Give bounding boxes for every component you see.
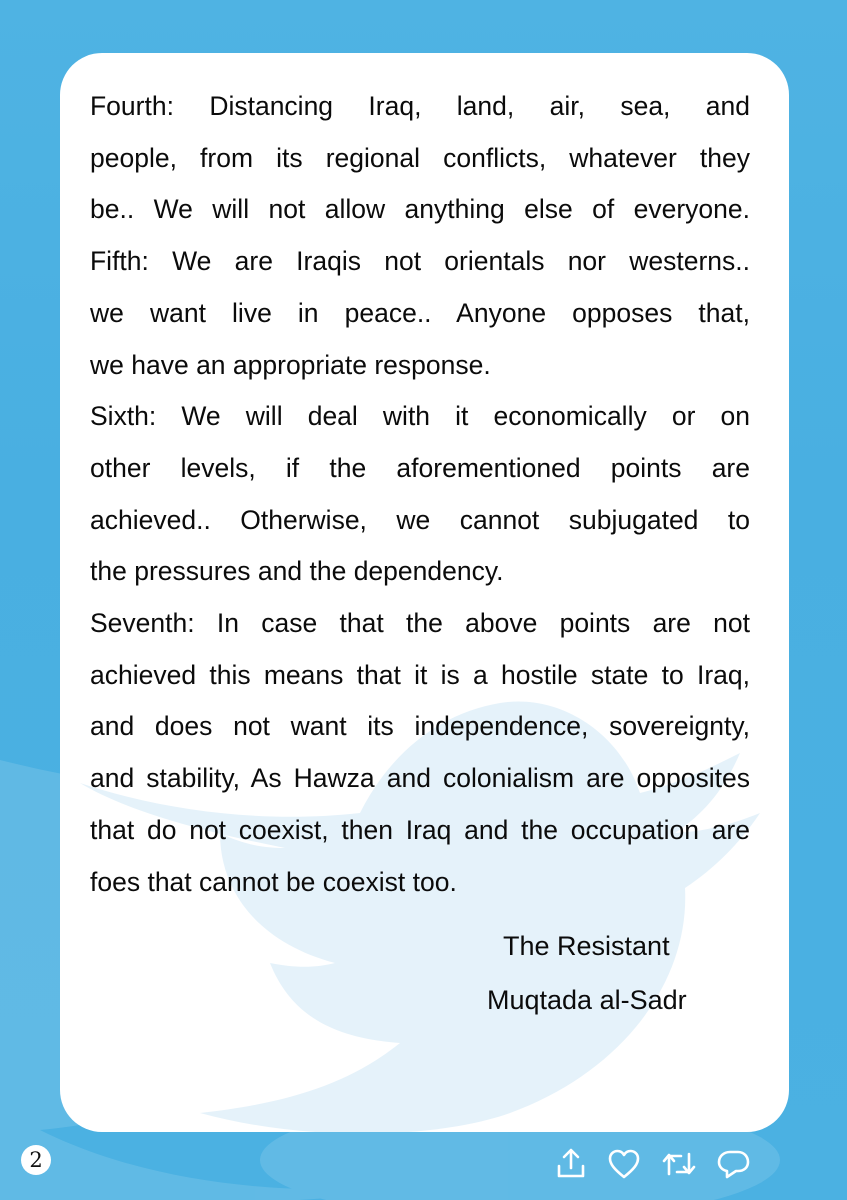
post-line: Seventh: In case that the above points are not bbox=[90, 608, 750, 639]
post-line: we want live in peace.. Anyone opposes that, bbox=[90, 297, 750, 328]
post-line: achieved.. Otherwise, we cannot subjugated to bbox=[90, 504, 750, 535]
post-line: be.. We will not allow anything else of everyone. bbox=[90, 194, 750, 225]
share-icon bbox=[553, 1146, 589, 1182]
retweet-button[interactable] bbox=[661, 1146, 697, 1182]
share-button[interactable] bbox=[553, 1146, 589, 1182]
post-card bbox=[60, 53, 789, 1132]
post-line: other levels, if the aforementioned points are bbox=[90, 452, 750, 483]
post-line: that do not coexist, then Iraq and the occupation are bbox=[90, 814, 750, 845]
signature-title: The Resistant bbox=[503, 931, 670, 961]
reply-icon bbox=[716, 1146, 752, 1182]
like-button[interactable] bbox=[606, 1146, 642, 1182]
reply-button[interactable] bbox=[716, 1146, 752, 1182]
post-actions bbox=[553, 1146, 763, 1184]
post-line: achieved this means that it is a hostile state to Iraq, bbox=[90, 659, 750, 690]
post-body bbox=[90, 81, 750, 908]
signature-name: Muqtada al-Sadr bbox=[487, 985, 687, 1015]
post-line: Fourth: Distancing Iraq, land, air, sea, and bbox=[90, 91, 750, 121]
heart-icon bbox=[606, 1146, 642, 1182]
post-line: Fifth: We are Iraqis not orientals nor westerns.. bbox=[90, 246, 750, 277]
post-line: and stability, As Hawza and colonialism are opposites bbox=[90, 763, 750, 794]
page-number-badge: 2 bbox=[21, 1145, 51, 1175]
post-line: Sixth: We will deal with it economically or on bbox=[90, 401, 750, 432]
post-line: foes that cannot be coexist too. bbox=[90, 866, 457, 897]
post-line: the pressures and the dependency. bbox=[90, 556, 504, 587]
retweet-icon bbox=[661, 1146, 697, 1182]
post-line: we have an appropriate response. bbox=[90, 349, 491, 380]
post-line: people, from its regional conflicts, whatever they bbox=[90, 142, 750, 173]
post-line: and does not want its independence, sovereignty, bbox=[90, 711, 750, 742]
